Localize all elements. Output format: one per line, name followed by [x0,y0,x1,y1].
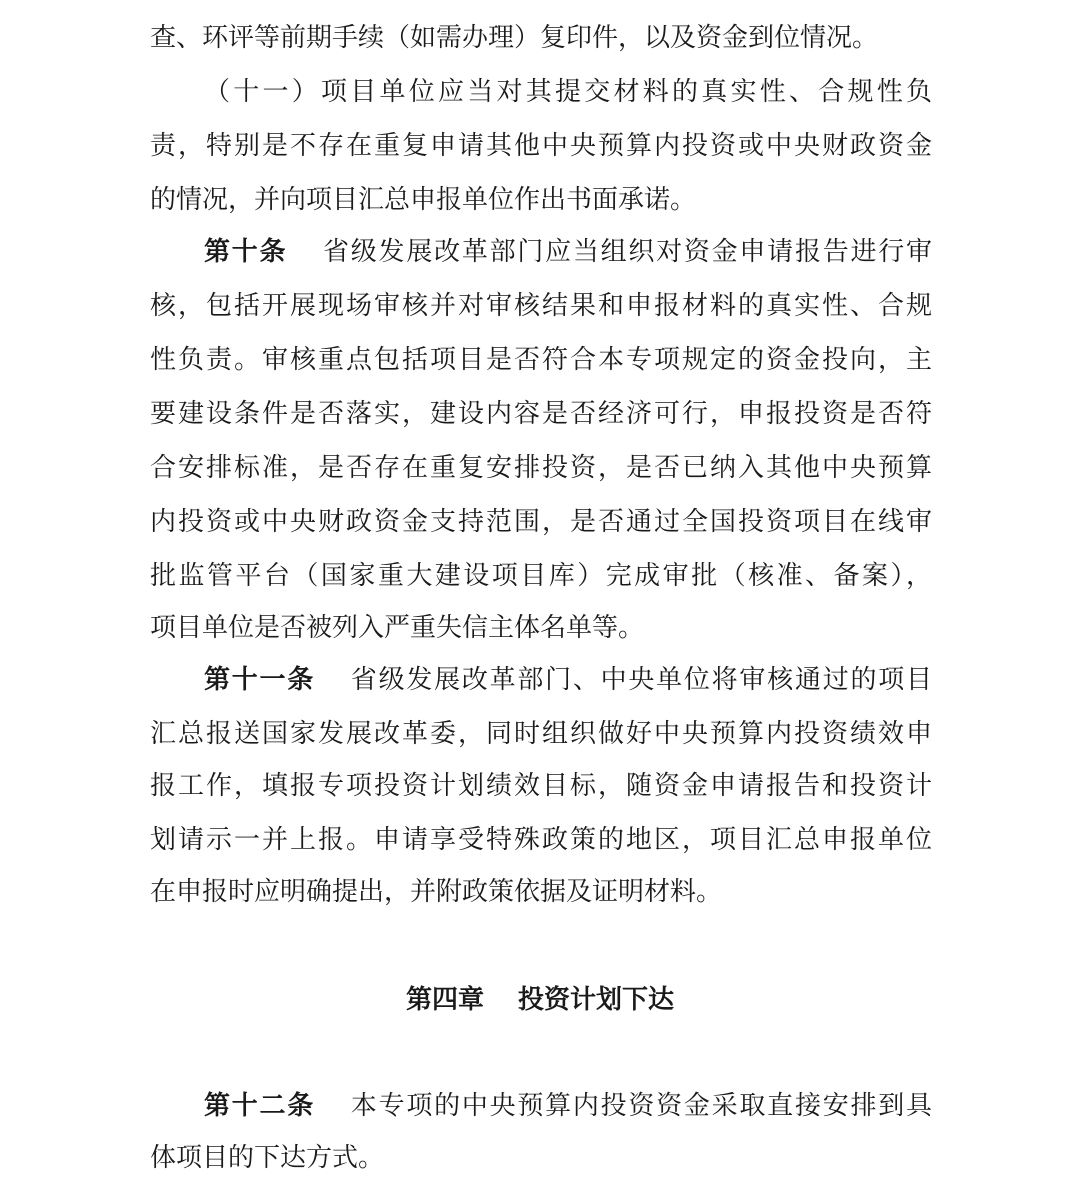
paragraph-line: 批监管平台（国家重大建设项目库）完成审批（核准、备案）， [150,561,932,591]
paragraph-line: 报工作，填报专项投资计划绩效目标，随资金申请报告和投资计 [150,771,932,801]
paragraph-line: 体项目的下达方式。 [150,1143,385,1173]
paragraph-line: 查、环评等前期手续（如需办理）复印件，以及资金到位情况。 [150,23,879,53]
article-number: 第十条 [204,237,288,267]
paragraph-line: 省级发展改革部门应当组织对资金申请报告进行审 [321,237,932,267]
paragraph-line: 性负责。审核重点包括项目是否符合本专项规定的资金投向，主 [150,345,932,375]
paragraph-line: 核，包括开展现场审核并对审核结果和申报材料的真实性、合规 [150,291,932,321]
paragraph-line: 汇总报送国家发展改革委，同时组织做好中央预算内投资绩效申 [150,719,932,749]
chapter-title: 投资计划下达 [518,985,675,1015]
paragraph-line: 责，特别是不存在重复申请其他中央预算内投资或中央财政资金 [150,131,932,161]
paragraph-line: （十一）项目单位应当对其提交材料的真实性、合规性负 [204,77,932,107]
article-12-first-line [204,1086,932,1126]
chapter-number: 第四章 [405,985,484,1015]
paragraph-line: 省级发展改革部门、中央单位将审核通过的项目 [349,665,932,695]
chapter-heading [0,980,1080,1020]
paragraph-line: 本专项的中央预算内投资资金采取直接安排到具 [349,1091,932,1121]
paragraph-line: 项目单位是否被列入严重失信主体名单等。 [150,613,645,643]
paragraph-line: 划请示一并上报。申请享受特殊政策的地区，项目汇总申报单位 [150,825,932,855]
paragraph-line: 内投资或中央财政资金支持范围，是否通过全国投资项目在线审 [150,507,932,537]
paragraph-line: 在申报时应明确提出，并附政策依据及证明材料。 [150,877,723,907]
paragraph-line: 的情况，并向项目汇总申报单位作出书面承诺。 [150,185,697,215]
article-number: 第十二条 [204,1091,316,1121]
article-10-first-line [204,232,932,272]
paragraph-line: 要建设条件是否落实，建设内容是否经济可行，申报投资是否符 [150,399,932,429]
paragraph-line: 合安排标准，是否存在重复安排投资，是否已纳入其他中央预算 [150,453,932,483]
article-11-first-line [204,660,932,700]
article-number: 第十一条 [204,665,316,695]
